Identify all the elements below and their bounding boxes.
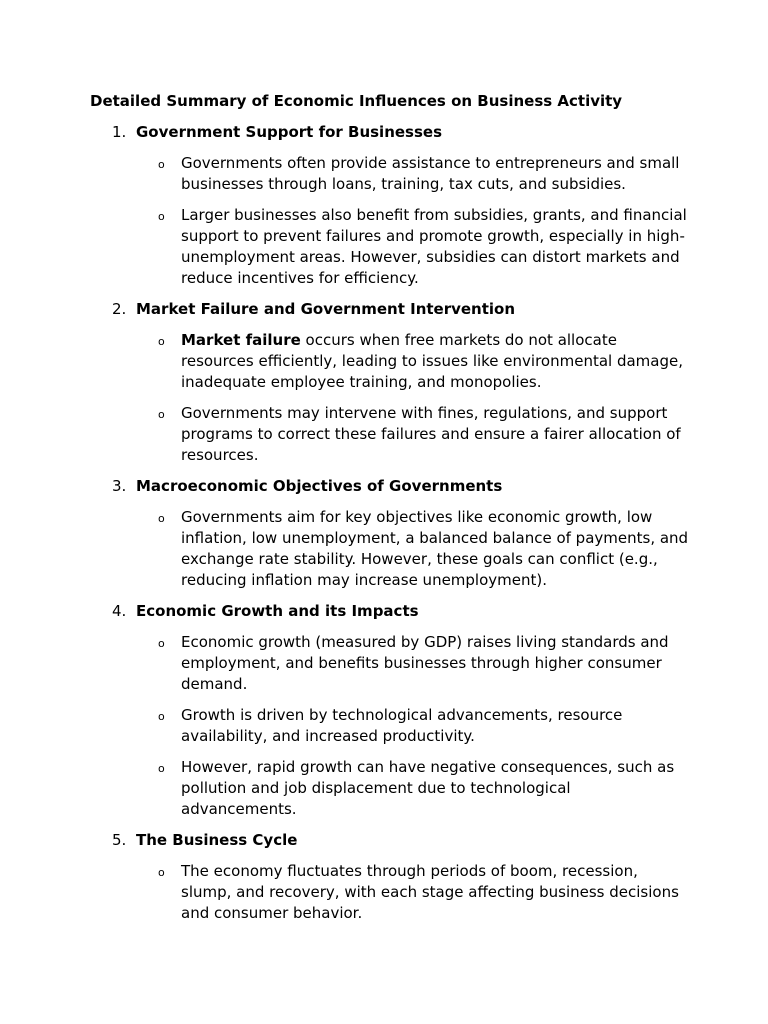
bullet-text — [181, 757, 690, 820]
bullet-body: occurs when free markets do not allocate resources efficiently, leading to issues like environmental damage, inadequate employee training, and monopolies. — [181, 331, 683, 391]
document-title: Detailed Summary of Economic Influences on Business Activity — [90, 92, 623, 110]
list-item — [90, 153, 690, 195]
section-number: 2. — [112, 300, 127, 318]
section-1 — [90, 122, 690, 289]
list-item — [90, 507, 690, 591]
bullet-icon: o — [158, 637, 165, 650]
section-title: Economic Growth and its Impacts — [136, 602, 419, 620]
bullet-icon: o — [158, 335, 165, 348]
bullet-icon: o — [158, 762, 165, 775]
bullet-bold-lead: Market failure — [181, 331, 301, 349]
bullet-icon: o — [158, 710, 165, 723]
list-item — [90, 757, 690, 820]
section-number: 4. — [112, 602, 127, 620]
bullet-text — [181, 861, 690, 924]
bullet-text — [181, 153, 690, 195]
bullet-body: The economy fluctuates through periods of boom, recession, slump, and recovery, with each stage affecting business decisions and consumer behavior. — [181, 862, 679, 922]
bullet-icon: o — [158, 158, 165, 171]
bullet-icon: o — [158, 210, 165, 223]
list-item — [90, 705, 690, 747]
section-title: Macroeconomic Objectives of Governments — [136, 477, 503, 495]
bullet-text — [181, 507, 690, 591]
bullet-body: Growth is driven by technological advancements, resource availability, and increased productivity. — [181, 706, 623, 745]
section-number: 1. — [112, 123, 127, 141]
list-item — [90, 632, 690, 695]
section-2 — [90, 299, 690, 466]
bullet-body: Governments aim for key objectives like economic growth, low inflation, low unemployment, a balanced balance of payments, and exchange rate stability. However, these goals can conflict (e.g., reducing inflation may increase unemployment). — [181, 508, 689, 589]
bullet-text — [181, 205, 690, 289]
bullet-text — [181, 705, 690, 747]
bullet-body: However, rapid growth can have negative consequences, such as pollution and job displacement due to technological advancements. — [181, 758, 675, 818]
section-heading — [90, 122, 690, 143]
section-title: Government Support for Businesses — [136, 123, 443, 141]
bullet-icon: o — [158, 866, 165, 879]
bullet-body: Larger businesses also benefit from subsidies, grants, and financial support to prevent failures and promote growth, especially in high-unemployment areas. However, subsidies can distort markets and reduce incentives for efficiency. — [181, 206, 687, 287]
section-heading — [90, 299, 690, 320]
bullet-text — [181, 403, 690, 466]
section-4 — [90, 601, 690, 820]
bullet-icon: o — [158, 408, 165, 421]
section-title: Market Failure and Government Intervention — [136, 300, 516, 318]
section-heading — [90, 601, 690, 622]
bullet-text — [181, 632, 690, 695]
section-3 — [90, 476, 690, 591]
list-item — [90, 205, 690, 289]
section-number: 3. — [112, 477, 127, 495]
section-heading — [90, 830, 690, 851]
list-item — [90, 861, 690, 924]
bullet-text — [181, 330, 690, 393]
list-item — [90, 403, 690, 466]
bullet-body: Economic growth (measured by GDP) raises living standards and employment, and benefits businesses through higher consumer demand. — [181, 633, 669, 693]
bullet-icon: o — [158, 512, 165, 525]
section-title: The Business Cycle — [136, 831, 298, 849]
section-number: 5. — [112, 831, 127, 849]
section-heading — [90, 476, 690, 497]
list-item — [90, 330, 690, 393]
bullet-body: Governments may intervene with fines, regulations, and support programs to correct these failures and ensure a fairer allocation of resources. — [181, 404, 681, 464]
document-page — [90, 91, 690, 934]
bullet-body: Governments often provide assistance to entrepreneurs and small businesses through loans, training, tax cuts, and subsidies. — [181, 154, 680, 193]
section-5 — [90, 830, 690, 924]
